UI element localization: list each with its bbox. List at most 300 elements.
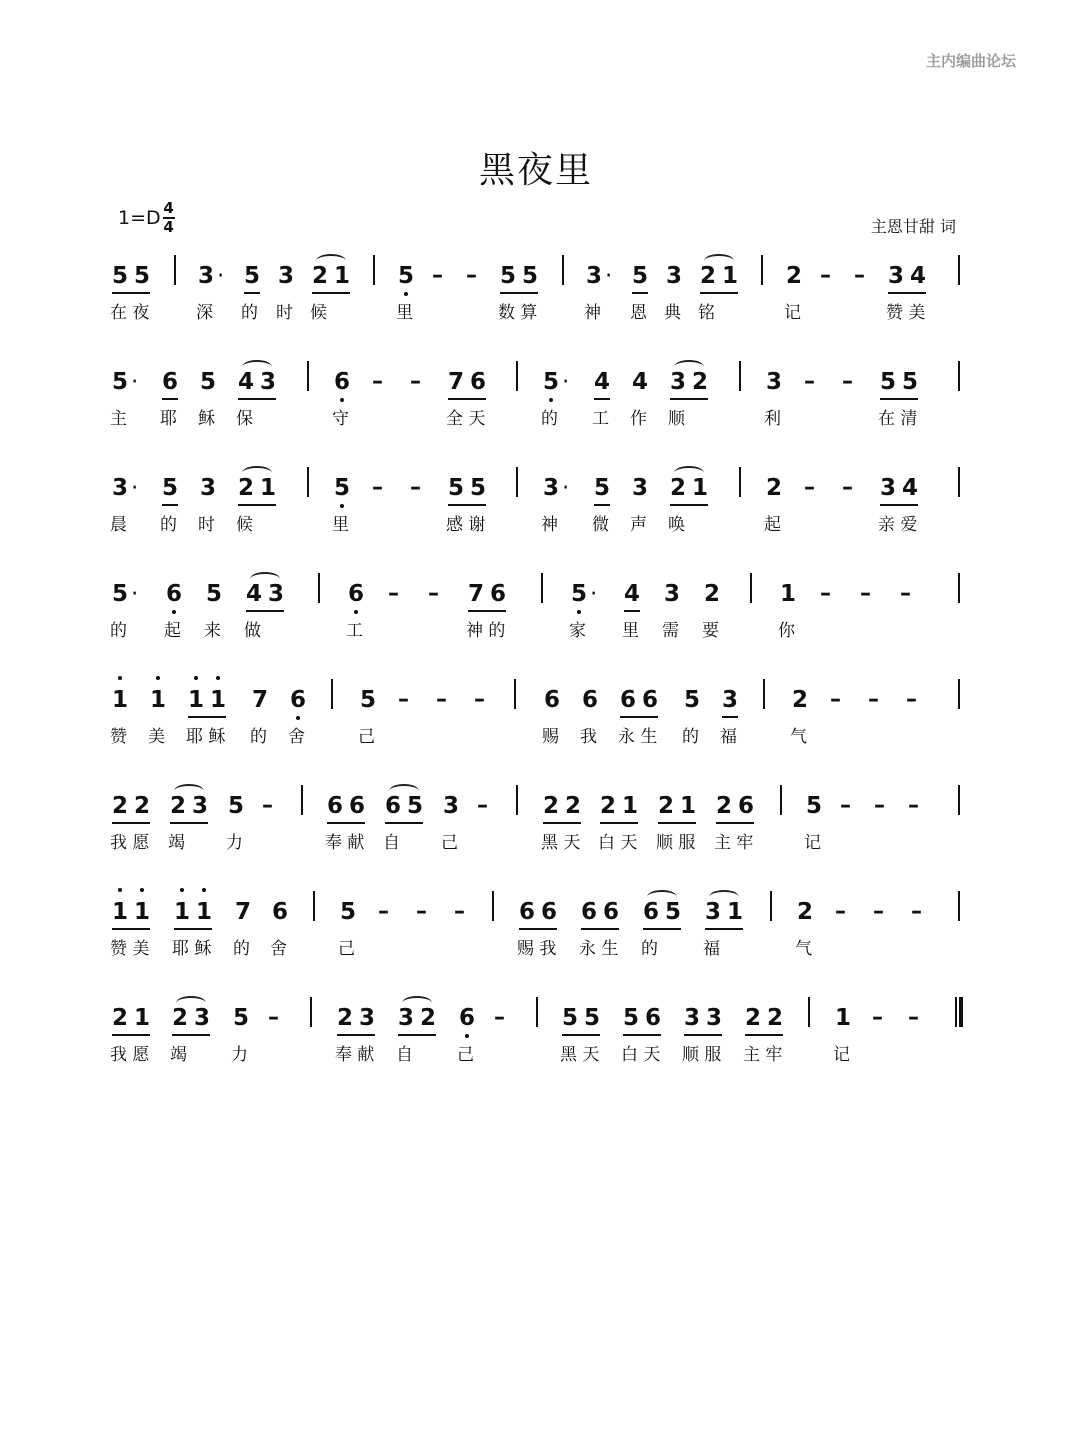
- barline: [780, 785, 782, 815]
- note-digit: 7: [252, 687, 269, 713]
- octave-low-dot: [340, 504, 344, 508]
- note-digit: 5: [398, 260, 414, 292]
- note: [880, 472, 918, 506]
- octave-high-dot: [202, 888, 206, 892]
- time-signature: [163, 200, 175, 236]
- note-digit: 2: [792, 687, 809, 713]
- slur-arc: [242, 466, 272, 480]
- note-digit: 2: [134, 793, 151, 819]
- note-extension-dash: –: [842, 369, 853, 394]
- note: [722, 684, 738, 718]
- note: [620, 684, 658, 718]
- slur-arc: [389, 784, 419, 798]
- note: [337, 1002, 375, 1036]
- note: [594, 366, 610, 400]
- note: [600, 790, 638, 824]
- lyric: 的: [110, 621, 127, 641]
- barline: [958, 891, 960, 921]
- lyric: 声: [630, 515, 647, 535]
- note: [704, 578, 720, 610]
- augmentation-dot: ·: [605, 263, 613, 289]
- note-digit: 6: [290, 684, 306, 716]
- note-digit: 1: [622, 793, 639, 819]
- note: [200, 472, 216, 504]
- note-digit: 4: [910, 263, 927, 289]
- note: [658, 790, 696, 824]
- lyric: 黑 天: [541, 833, 581, 853]
- lyric: 里: [622, 621, 639, 641]
- note-digit: 5: [448, 475, 465, 501]
- note-extension-dash: –: [830, 687, 841, 712]
- note-digit: 2: [312, 263, 329, 289]
- note: [188, 684, 226, 718]
- note-digit: 6: [603, 899, 620, 925]
- note: [244, 260, 260, 294]
- lyricist-credit: 主恩甘甜 词: [870, 217, 956, 236]
- note-digit: 3: [880, 475, 897, 501]
- barline: [373, 255, 375, 285]
- note: [252, 684, 268, 716]
- note: [235, 896, 251, 928]
- note-digit: 2: [704, 581, 721, 607]
- lyric: 起: [764, 515, 781, 535]
- time-signature-bottom: 4: [163, 218, 174, 236]
- lyric: 做: [244, 621, 261, 641]
- lyric: 的: [241, 303, 258, 323]
- barline: [174, 255, 176, 285]
- note-extension-dash: –: [268, 1005, 279, 1030]
- lyric: 自: [396, 1045, 413, 1065]
- slur-arc: [402, 996, 432, 1010]
- lyric: 感 谢: [446, 515, 486, 535]
- note: [398, 260, 414, 292]
- slur-arc: [704, 254, 734, 268]
- barline: [331, 679, 333, 709]
- lyric: 己: [358, 727, 375, 747]
- note: [792, 684, 808, 716]
- note-digit: 3: [112, 475, 129, 501]
- slur-arc: [174, 784, 204, 798]
- note: [340, 896, 356, 928]
- lyric: 深: [196, 303, 213, 323]
- note-extension-dash: –: [804, 369, 815, 394]
- octave-high-dot: [194, 676, 198, 680]
- lyric: 舍: [270, 939, 287, 959]
- note-digit: 3: [443, 793, 460, 819]
- note-digit: 7: [448, 369, 465, 395]
- note-digit: 1: [112, 684, 128, 716]
- note-extension-dash: –: [860, 581, 871, 606]
- lyric: 主 牢: [743, 1045, 783, 1065]
- note-extension-dash: –: [432, 263, 443, 288]
- note-digit: 1: [134, 896, 150, 928]
- note-digit: 1: [780, 581, 797, 607]
- lyric: 微: [592, 515, 609, 535]
- lyric: 我 愿: [110, 833, 150, 853]
- note: [519, 896, 557, 930]
- note-digit: 1: [334, 263, 351, 289]
- note-digit: 6: [272, 899, 289, 925]
- note-digit: 7: [468, 581, 485, 607]
- note-extension-dash: –: [908, 1005, 919, 1030]
- slur-arc: [242, 360, 272, 374]
- note: [670, 472, 708, 506]
- lyric: 的: [641, 939, 658, 959]
- note-extension-dash: –: [842, 475, 853, 500]
- lyric: 神 的: [466, 621, 506, 641]
- note-digit: 5: [407, 793, 424, 819]
- lyric: 恩: [630, 303, 647, 323]
- note: [112, 790, 150, 824]
- note: [272, 896, 288, 928]
- note-digit: 6: [544, 687, 561, 713]
- note-digit: 4: [632, 369, 649, 395]
- note-digit: 5: [134, 263, 151, 289]
- lyric: 气: [795, 939, 812, 959]
- note-digit: 3: [684, 1005, 701, 1031]
- lyric: 耶 稣: [172, 939, 212, 959]
- note: [112, 472, 138, 504]
- note: [745, 1002, 783, 1036]
- note-extension-dash: –: [388, 581, 399, 606]
- note: [112, 1002, 150, 1036]
- lyric: 起: [164, 621, 181, 641]
- barline: [761, 255, 763, 285]
- note-digit: 3: [194, 1005, 211, 1031]
- note-digit: 2: [170, 793, 187, 819]
- note: [112, 260, 150, 294]
- barline: [958, 255, 960, 285]
- note-extension-dash: –: [840, 793, 851, 818]
- note: [334, 472, 350, 504]
- note: [632, 366, 648, 398]
- note: [684, 1002, 722, 1036]
- note: [643, 896, 681, 930]
- song-title: 黑夜里: [478, 150, 593, 191]
- octave-low-dot: [577, 610, 581, 614]
- octave-high-dot: [156, 676, 160, 680]
- barline: [958, 467, 960, 497]
- augmentation-dot: ·: [562, 369, 570, 395]
- note: [398, 1002, 436, 1036]
- note-digit: 1: [210, 684, 226, 716]
- lyric: 数 算: [498, 303, 538, 323]
- note-extension-dash: –: [378, 899, 389, 924]
- note-digit: 2: [112, 1005, 129, 1031]
- note: [459, 1002, 475, 1034]
- note-digit: 3: [666, 263, 683, 289]
- lyric: 永 生: [579, 939, 619, 959]
- note: [670, 366, 708, 400]
- note-digit: 2: [658, 793, 675, 819]
- slur-arc: [674, 466, 704, 480]
- note-digit: 3: [888, 263, 905, 289]
- octave-low-dot: [340, 398, 344, 402]
- lyric: 晨: [110, 515, 127, 535]
- note: [716, 790, 754, 824]
- note-digit: 4: [238, 369, 255, 395]
- time-signature-top: 4: [163, 199, 174, 217]
- barline: [541, 573, 543, 603]
- barline: [516, 467, 518, 497]
- note: [448, 366, 486, 400]
- note-digit: 3: [278, 263, 295, 289]
- note-digit: 3: [705, 899, 722, 925]
- note-extension-dash: –: [398, 687, 409, 712]
- lyric: 工: [346, 621, 363, 641]
- note: [312, 260, 350, 294]
- note-digit: 2: [238, 475, 255, 501]
- note: [334, 366, 350, 398]
- note-extension-dash: –: [372, 369, 383, 394]
- note-extension-dash: –: [874, 793, 885, 818]
- note-digit: 6: [385, 793, 402, 819]
- note: [544, 684, 560, 716]
- score-line: [0, 568, 1072, 674]
- barline: [514, 679, 516, 709]
- note: [443, 790, 459, 822]
- lyric: 白 天: [598, 833, 638, 853]
- note: [594, 472, 610, 506]
- note-digit: 1: [112, 896, 128, 928]
- note: [571, 578, 597, 610]
- note-digit: 6: [166, 578, 182, 610]
- note: [174, 896, 212, 930]
- barline: [307, 361, 309, 391]
- lyric: 作: [630, 409, 647, 429]
- note-extension-dash: –: [494, 1005, 505, 1030]
- slur-arc: [709, 890, 739, 904]
- note: [468, 578, 506, 612]
- note-digit: 6: [582, 687, 599, 713]
- lyric: 要: [702, 621, 719, 641]
- note: [278, 260, 294, 292]
- note-digit: 3: [766, 369, 783, 395]
- note-digit: 6: [738, 793, 755, 819]
- note-digit: 2: [716, 793, 733, 819]
- note-digit: 6: [620, 687, 637, 713]
- barline: [808, 997, 810, 1027]
- note-digit: 5: [632, 263, 649, 289]
- lyric: 我: [580, 727, 597, 747]
- lyric: 的: [233, 939, 250, 959]
- lyric: 稣: [198, 409, 215, 429]
- octave-low-dot: [354, 610, 358, 614]
- lyric: 永 生: [618, 727, 658, 747]
- score-line: [0, 674, 1072, 780]
- note: [562, 1002, 600, 1036]
- note-digit: 2: [692, 369, 709, 395]
- note-digit: 2: [172, 1005, 189, 1031]
- note-digit: 5: [162, 475, 179, 501]
- lyric: 舍: [288, 727, 305, 747]
- note: [246, 578, 284, 612]
- note-extension-dash: –: [436, 687, 447, 712]
- note-digit: 4: [624, 581, 641, 607]
- note-digit: 5: [562, 1005, 579, 1031]
- note: [162, 366, 178, 400]
- lyric: 的: [250, 727, 267, 747]
- barline: [739, 361, 741, 391]
- lyric: 的: [541, 409, 558, 429]
- note: [684, 684, 700, 716]
- lyric: 顺 服: [682, 1045, 722, 1065]
- lyric: 候: [236, 515, 253, 535]
- note: [632, 472, 648, 504]
- lyric: 保: [236, 409, 253, 429]
- note-digit: 1: [680, 793, 697, 819]
- barline: [958, 361, 960, 391]
- note: [360, 684, 376, 716]
- lyric: 福: [720, 727, 737, 747]
- note-digit: 5: [543, 366, 559, 398]
- note-digit: 6: [541, 899, 558, 925]
- note: [835, 1002, 851, 1034]
- slur-arc: [176, 996, 206, 1010]
- barline: [301, 785, 303, 815]
- note-digit: 5: [470, 475, 487, 501]
- note: [664, 578, 680, 610]
- note-digit: 6: [490, 581, 507, 607]
- note-digit: 5: [806, 793, 823, 819]
- octave-low-dot: [172, 610, 176, 614]
- lyric: 耶 稣: [186, 727, 226, 747]
- score-line: [0, 992, 1072, 1098]
- lyric: 赞: [110, 727, 127, 747]
- lyric: 的: [160, 515, 177, 535]
- note-digit: 3: [722, 687, 739, 713]
- note-extension-dash: –: [868, 687, 879, 712]
- lyric: 在 夜: [110, 303, 150, 323]
- note-extension-dash: –: [466, 263, 477, 288]
- note-digit: 1: [727, 899, 744, 925]
- note: [327, 790, 365, 824]
- octave-low-dot: [549, 398, 553, 402]
- note: [200, 366, 216, 398]
- final-barline-thick: [959, 997, 963, 1027]
- note-digit: 6: [349, 793, 366, 819]
- score-line: [0, 356, 1072, 462]
- barline: [763, 679, 765, 709]
- note: [162, 472, 178, 506]
- note-digit: 6: [334, 366, 350, 398]
- note: [623, 1002, 661, 1036]
- barline: [310, 997, 312, 1027]
- lyric: 自: [383, 833, 400, 853]
- note-digit: 6: [162, 369, 179, 395]
- lyric: 守: [332, 409, 349, 429]
- lyric: 铭: [698, 303, 715, 323]
- note: [581, 896, 619, 930]
- lyric: 我 愿: [110, 1045, 150, 1065]
- note-digit: 6: [643, 899, 660, 925]
- lyric: 唤: [668, 515, 685, 535]
- note-extension-dash: –: [804, 475, 815, 500]
- lyric: 工: [592, 409, 609, 429]
- watermark: 主内编曲论坛: [925, 52, 1016, 70]
- barline: [770, 891, 772, 921]
- barline: [492, 891, 494, 921]
- note-digit: 3: [543, 475, 560, 501]
- note-digit: 2: [420, 1005, 437, 1031]
- lyric: 赞 美: [110, 939, 150, 959]
- note-extension-dash: –: [428, 581, 439, 606]
- note: [543, 790, 581, 824]
- note: [666, 260, 682, 292]
- octave-high-dot: [180, 888, 184, 892]
- score-line: [0, 886, 1072, 992]
- lyric: 气: [790, 727, 807, 747]
- lyric: 己: [338, 939, 355, 959]
- note-extension-dash: –: [410, 369, 421, 394]
- slur-arc: [674, 360, 704, 374]
- note: [705, 896, 743, 930]
- lyric: 主: [110, 409, 127, 429]
- note-digit: 2: [543, 793, 560, 819]
- note: [290, 684, 306, 716]
- note-extension-dash: –: [911, 899, 922, 924]
- note-digit: 1: [174, 896, 190, 928]
- note: [582, 684, 598, 716]
- barline: [562, 255, 564, 285]
- lyric: 顺: [668, 409, 685, 429]
- note-extension-dash: –: [906, 687, 917, 712]
- lyric: 记: [804, 833, 821, 853]
- note-digit: 5: [665, 899, 682, 925]
- note: [888, 260, 926, 294]
- note: [766, 366, 782, 398]
- score-line: [0, 780, 1072, 886]
- note: [806, 790, 822, 822]
- lyric: 在 清: [878, 409, 918, 429]
- lyric: 亲 爱: [878, 515, 918, 535]
- note-digit: 2: [670, 475, 687, 501]
- note: [624, 578, 640, 612]
- barline: [958, 679, 960, 709]
- note: [766, 472, 782, 504]
- note-digit: 5: [684, 687, 701, 713]
- key-label: 1=D: [118, 207, 161, 229]
- lyric: 白 天: [621, 1045, 661, 1065]
- octave-low-dot: [404, 292, 408, 296]
- note-extension-dash: –: [262, 793, 273, 818]
- note: [586, 260, 612, 292]
- note-digit: 6: [581, 899, 598, 925]
- note: [166, 578, 182, 610]
- barline: [516, 785, 518, 815]
- note: [448, 472, 486, 506]
- slur-arc: [250, 572, 280, 586]
- lyric: 福: [703, 939, 720, 959]
- note-digit: 1: [188, 684, 204, 716]
- lyric: 里: [396, 303, 413, 323]
- note-digit: 1: [196, 896, 212, 928]
- octave-low-dot: [465, 1034, 469, 1038]
- slur-arc: [316, 254, 346, 268]
- barline: [750, 573, 752, 603]
- note-extension-dash: –: [835, 899, 846, 924]
- barline: [958, 785, 960, 815]
- note-digit: 2: [767, 1005, 784, 1031]
- lyric: 时: [276, 303, 293, 323]
- note-digit: 1: [722, 263, 739, 289]
- note: [238, 472, 276, 506]
- note: [112, 684, 128, 716]
- octave-high-dot: [118, 676, 122, 680]
- note-digit: 1: [835, 1005, 852, 1031]
- note: [543, 366, 569, 398]
- note-extension-dash: –: [372, 475, 383, 500]
